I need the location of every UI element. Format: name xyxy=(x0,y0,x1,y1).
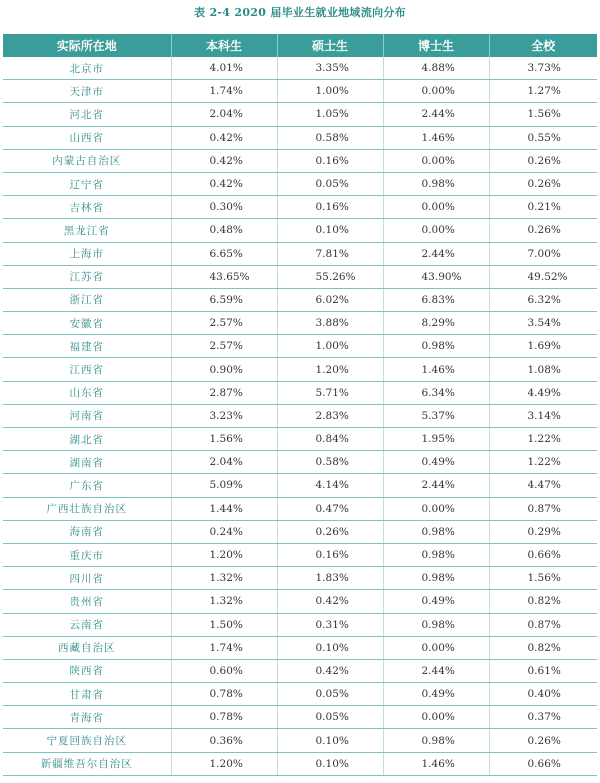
whole-school-cell: 0.29% xyxy=(489,520,597,543)
doctoral-cell: 0.00% xyxy=(383,80,489,103)
undergraduate-cell: 5.09% xyxy=(171,474,277,497)
table-row xyxy=(3,265,597,288)
master-cell: 3.35% xyxy=(277,57,383,80)
undergraduate-cell: 0.78% xyxy=(171,706,277,729)
region-cell: 四川省 xyxy=(3,567,171,590)
header-doctoral: 博士生 xyxy=(383,34,489,57)
region-cell: 辽宁省 xyxy=(3,172,171,195)
master-cell: 1.83% xyxy=(277,567,383,590)
master-cell: 0.10% xyxy=(277,636,383,659)
undergraduate-cell: 0.36% xyxy=(171,729,277,752)
region-cell: 广东省 xyxy=(3,474,171,497)
doctoral-cell: 0.49% xyxy=(383,683,489,706)
table-caption: 表 2-4 2020 届毕业生就业地域流向分布 xyxy=(194,6,406,19)
master-cell: 1.00% xyxy=(277,335,383,358)
master-cell: 0.16% xyxy=(277,543,383,566)
whole-school-cell: 1.56% xyxy=(489,567,597,590)
table-header-row xyxy=(3,34,597,57)
doctoral-cell: 0.00% xyxy=(383,497,489,520)
region-cell: 山东省 xyxy=(3,381,171,404)
table-row xyxy=(3,149,597,172)
doctoral-cell: 0.98% xyxy=(383,543,489,566)
region-cell: 海南省 xyxy=(3,520,171,543)
master-cell: 0.10% xyxy=(277,729,383,752)
table-row xyxy=(3,474,597,497)
whole-school-cell: 0.55% xyxy=(489,126,597,149)
table-row xyxy=(3,428,597,451)
doctoral-cell: 1.46% xyxy=(383,126,489,149)
whole-school-cell: 0.26% xyxy=(489,172,597,195)
undergraduate-cell: 1.32% xyxy=(171,567,277,590)
whole-school-cell: 0.87% xyxy=(489,613,597,636)
table-row xyxy=(3,358,597,381)
master-cell: 0.05% xyxy=(277,706,383,729)
doctoral-cell: 0.49% xyxy=(383,451,489,474)
region-cell: 重庆市 xyxy=(3,543,171,566)
region-cell: 甘肃省 xyxy=(3,683,171,706)
table-row xyxy=(3,659,597,682)
region-cell: 云南省 xyxy=(3,613,171,636)
region-cell: 黑龙江省 xyxy=(3,219,171,242)
table-row xyxy=(3,567,597,590)
undergraduate-cell: 1.50% xyxy=(171,613,277,636)
doctoral-cell: 8.29% xyxy=(383,312,489,335)
doctoral-cell: 0.00% xyxy=(383,706,489,729)
table-row xyxy=(3,196,597,219)
region-cell: 河南省 xyxy=(3,404,171,427)
doctoral-cell: 0.98% xyxy=(383,567,489,590)
master-cell: 0.10% xyxy=(277,219,383,242)
table-row xyxy=(3,683,597,706)
master-cell: 0.84% xyxy=(277,428,383,451)
doctoral-cell: 0.98% xyxy=(383,613,489,636)
table-row xyxy=(3,636,597,659)
table-row xyxy=(3,451,597,474)
whole-school-cell: 4.47% xyxy=(489,474,597,497)
region-cell: 天津市 xyxy=(3,80,171,103)
master-cell: 3.88% xyxy=(277,312,383,335)
master-cell: 0.05% xyxy=(277,683,383,706)
whole-school-cell: 3.14% xyxy=(489,404,597,427)
undergraduate-cell: 0.90% xyxy=(171,358,277,381)
master-cell: 0.16% xyxy=(277,196,383,219)
undergraduate-cell: 6.59% xyxy=(171,288,277,311)
undergraduate-cell: 1.44% xyxy=(171,497,277,520)
master-cell: 0.58% xyxy=(277,126,383,149)
table-row xyxy=(3,590,597,613)
whole-school-cell: 49.52% xyxy=(489,265,597,288)
doctoral-cell: 6.83% xyxy=(383,288,489,311)
doctoral-cell: 43.90% xyxy=(383,265,489,288)
master-cell: 6.02% xyxy=(277,288,383,311)
whole-school-cell: 0.66% xyxy=(489,543,597,566)
master-cell: 1.00% xyxy=(277,80,383,103)
region-cell: 江西省 xyxy=(3,358,171,381)
table-row xyxy=(3,335,597,358)
master-cell: 0.42% xyxy=(277,590,383,613)
table-row xyxy=(3,172,597,195)
region-cell: 宁夏回族自治区 xyxy=(3,729,171,752)
region-cell: 青海省 xyxy=(3,706,171,729)
employment-region-table xyxy=(3,34,597,776)
master-cell: 1.05% xyxy=(277,103,383,126)
region-cell: 广西壮族自治区 xyxy=(3,497,171,520)
master-cell: 0.47% xyxy=(277,497,383,520)
master-cell: 1.20% xyxy=(277,358,383,381)
undergraduate-cell: 0.24% xyxy=(171,520,277,543)
region-cell: 北京市 xyxy=(3,57,171,80)
whole-school-cell: 1.22% xyxy=(489,451,597,474)
master-cell: 0.42% xyxy=(277,659,383,682)
region-cell: 西藏自治区 xyxy=(3,636,171,659)
whole-school-cell: 6.32% xyxy=(489,288,597,311)
doctoral-cell: 0.00% xyxy=(383,149,489,172)
region-cell: 江苏省 xyxy=(3,265,171,288)
region-cell: 内蒙古自治区 xyxy=(3,149,171,172)
doctoral-cell: 5.37% xyxy=(383,404,489,427)
undergraduate-cell: 2.04% xyxy=(171,451,277,474)
master-cell: 0.58% xyxy=(277,451,383,474)
undergraduate-cell: 2.04% xyxy=(171,103,277,126)
undergraduate-cell: 1.20% xyxy=(171,543,277,566)
undergraduate-cell: 2.57% xyxy=(171,335,277,358)
undergraduate-cell: 1.74% xyxy=(171,636,277,659)
undergraduate-cell: 0.60% xyxy=(171,659,277,682)
header-undergraduate: 本科生 xyxy=(171,34,277,57)
undergraduate-cell: 4.01% xyxy=(171,57,277,80)
doctoral-cell: 6.34% xyxy=(383,381,489,404)
whole-school-cell: 4.49% xyxy=(489,381,597,404)
undergraduate-cell: 0.48% xyxy=(171,219,277,242)
table-row xyxy=(3,752,597,775)
doctoral-cell: 0.98% xyxy=(383,520,489,543)
whole-school-cell: 1.69% xyxy=(489,335,597,358)
region-cell: 吉林省 xyxy=(3,196,171,219)
whole-school-cell: 0.26% xyxy=(489,149,597,172)
undergraduate-cell: 0.42% xyxy=(171,126,277,149)
region-cell: 新疆维吾尔自治区 xyxy=(3,752,171,775)
master-cell: 0.16% xyxy=(277,149,383,172)
master-cell: 7.81% xyxy=(277,242,383,265)
region-cell: 上海市 xyxy=(3,242,171,265)
undergraduate-cell: 6.65% xyxy=(171,242,277,265)
master-cell: 0.26% xyxy=(277,520,383,543)
doctoral-cell: 1.95% xyxy=(383,428,489,451)
header-region: 实际所在地 xyxy=(3,34,171,57)
master-cell: 0.31% xyxy=(277,613,383,636)
table-row xyxy=(3,404,597,427)
undergraduate-cell: 43.65% xyxy=(171,265,277,288)
master-cell: 0.10% xyxy=(277,752,383,775)
master-cell: 4.14% xyxy=(277,474,383,497)
whole-school-cell: 7.00% xyxy=(489,242,597,265)
doctoral-cell: 0.98% xyxy=(383,729,489,752)
doctoral-cell: 1.46% xyxy=(383,752,489,775)
undergraduate-cell: 0.78% xyxy=(171,683,277,706)
whole-school-cell: 0.40% xyxy=(489,683,597,706)
doctoral-cell: 0.00% xyxy=(383,219,489,242)
table-body xyxy=(3,57,597,775)
region-cell: 河北省 xyxy=(3,103,171,126)
doctoral-cell: 0.49% xyxy=(383,590,489,613)
undergraduate-cell: 1.32% xyxy=(171,590,277,613)
doctoral-cell: 0.00% xyxy=(383,636,489,659)
table-row xyxy=(3,729,597,752)
whole-school-cell: 0.82% xyxy=(489,590,597,613)
table-row xyxy=(3,57,597,80)
undergraduate-cell: 0.42% xyxy=(171,149,277,172)
region-cell: 山西省 xyxy=(3,126,171,149)
whole-school-cell: 1.08% xyxy=(489,358,597,381)
table-row xyxy=(3,520,597,543)
table-row xyxy=(3,497,597,520)
undergraduate-cell: 1.74% xyxy=(171,80,277,103)
table-row xyxy=(3,242,597,265)
undergraduate-cell: 0.42% xyxy=(171,172,277,195)
master-cell: 55.26% xyxy=(277,265,383,288)
doctoral-cell: 4.88% xyxy=(383,57,489,80)
undergraduate-cell: 0.30% xyxy=(171,196,277,219)
master-cell: 0.05% xyxy=(277,172,383,195)
undergraduate-cell: 2.87% xyxy=(171,381,277,404)
whole-school-cell: 0.82% xyxy=(489,636,597,659)
region-cell: 陕西省 xyxy=(3,659,171,682)
table-row xyxy=(3,543,597,566)
undergraduate-cell: 3.23% xyxy=(171,404,277,427)
table-row xyxy=(3,288,597,311)
doctoral-cell: 1.46% xyxy=(383,358,489,381)
table-row xyxy=(3,312,597,335)
undergraduate-cell: 1.20% xyxy=(171,752,277,775)
table-row xyxy=(3,219,597,242)
whole-school-cell: 1.56% xyxy=(489,103,597,126)
doctoral-cell: 2.44% xyxy=(383,659,489,682)
region-cell: 福建省 xyxy=(3,335,171,358)
whole-school-cell: 1.22% xyxy=(489,428,597,451)
whole-school-cell: 1.27% xyxy=(489,80,597,103)
whole-school-cell: 0.21% xyxy=(489,196,597,219)
region-cell: 湖北省 xyxy=(3,428,171,451)
doctoral-cell: 0.98% xyxy=(383,172,489,195)
undergraduate-cell: 1.56% xyxy=(171,428,277,451)
doctoral-cell: 2.44% xyxy=(383,474,489,497)
master-cell: 5.71% xyxy=(277,381,383,404)
region-cell: 安徽省 xyxy=(3,312,171,335)
whole-school-cell: 0.26% xyxy=(489,729,597,752)
doctoral-cell: 0.98% xyxy=(383,335,489,358)
whole-school-cell: 3.73% xyxy=(489,57,597,80)
whole-school-cell: 0.87% xyxy=(489,497,597,520)
whole-school-cell: 0.61% xyxy=(489,659,597,682)
doctoral-cell: 2.44% xyxy=(383,103,489,126)
header-whole-school: 全校 xyxy=(489,34,597,57)
table-row xyxy=(3,126,597,149)
master-cell: 2.83% xyxy=(277,404,383,427)
table-row xyxy=(3,381,597,404)
region-cell: 湖南省 xyxy=(3,451,171,474)
whole-school-cell: 0.37% xyxy=(489,706,597,729)
table-row xyxy=(3,706,597,729)
undergraduate-cell: 2.57% xyxy=(171,312,277,335)
table-row xyxy=(3,613,597,636)
region-cell: 贵州省 xyxy=(3,590,171,613)
whole-school-cell: 0.26% xyxy=(489,219,597,242)
whole-school-cell: 0.66% xyxy=(489,752,597,775)
doctoral-cell: 0.00% xyxy=(383,196,489,219)
header-master: 硕士生 xyxy=(277,34,383,57)
table-row xyxy=(3,80,597,103)
doctoral-cell: 2.44% xyxy=(383,242,489,265)
region-cell: 浙江省 xyxy=(3,288,171,311)
whole-school-cell: 3.54% xyxy=(489,312,597,335)
table-row xyxy=(3,103,597,126)
